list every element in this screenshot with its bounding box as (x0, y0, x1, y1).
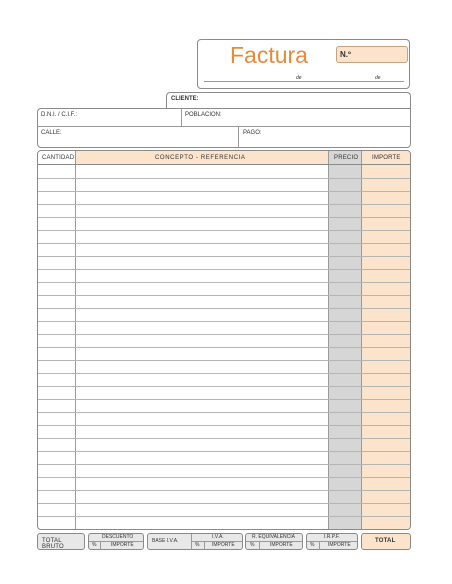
descuento-vsplit (100, 541, 101, 550)
equivalencia-label: R. EQUIVALENCIA (252, 534, 295, 540)
descuento-pct: % (92, 542, 97, 548)
calle-label: CALLE: (41, 130, 62, 136)
table-row[interactable] (38, 386, 411, 387)
table-row[interactable] (38, 464, 411, 465)
table-row[interactable] (38, 477, 411, 478)
table-row[interactable] (38, 438, 411, 439)
table-row[interactable] (38, 191, 411, 192)
descuento-box[interactable] (88, 533, 144, 550)
descuento-label: DESCUENTO (102, 534, 134, 540)
table-row[interactable] (38, 269, 411, 270)
iva-vsplit (204, 541, 205, 550)
irpf-label: I.R.P.F. (324, 534, 340, 540)
table-row[interactable] (38, 321, 411, 322)
dni-label: D.N.I. / C.I.F.: (41, 112, 78, 118)
pago-divider (238, 126, 239, 148)
table-row[interactable] (38, 256, 411, 257)
divider-concepto (328, 151, 329, 530)
col-concepto: CONCEPTO - REFERENCIA (155, 155, 246, 161)
importe-column-fill (362, 151, 411, 530)
date-sep-1: de (296, 75, 302, 81)
iva-importe: IMPORTE (212, 542, 235, 548)
table-row[interactable] (38, 373, 411, 374)
col-precio: PRECIO (334, 155, 359, 161)
poblacion-divider (181, 108, 182, 126)
table-row[interactable] (38, 412, 411, 413)
table-row[interactable] (38, 451, 411, 452)
base-iva-label: BASE I.V.A. (152, 538, 179, 544)
base-iva-divider (191, 534, 192, 550)
table-row[interactable] (38, 230, 411, 231)
equivalencia-pct: % (250, 542, 255, 548)
date-sep-2: de (375, 75, 381, 81)
equivalencia-importe: IMPORTE (270, 542, 293, 548)
descuento-importe: IMPORTE (111, 542, 134, 548)
divider-cantidad (75, 151, 76, 530)
table-row[interactable] (38, 282, 411, 283)
client-main-box (37, 108, 411, 148)
irpf-pct: % (310, 542, 315, 548)
irpf-importe: IMPORTE (328, 542, 351, 548)
table-row[interactable] (38, 516, 411, 517)
total-bruto-label: TOTAL BRUTO (42, 538, 64, 550)
irpf-box[interactable] (306, 533, 358, 550)
cliente-label: CLIENTE: (171, 96, 199, 102)
poblacion-label: POBLACION: (185, 112, 222, 118)
table-row[interactable] (38, 243, 411, 244)
client-divider (37, 126, 411, 127)
iva-pct: % (195, 542, 200, 548)
pago-label: PAGO: (243, 130, 262, 136)
table-row[interactable] (38, 334, 411, 335)
table-row[interactable] (38, 425, 411, 426)
cliente-row[interactable] (166, 92, 411, 108)
invoice-number-field[interactable] (336, 46, 408, 63)
equivalencia-vsplit (259, 541, 260, 550)
total-box[interactable] (361, 533, 411, 550)
col-importe: IMPORTE (372, 155, 401, 161)
header-divider (38, 164, 411, 165)
total-label: TOTAL (375, 538, 396, 544)
table-row[interactable] (38, 295, 411, 296)
table-row[interactable] (38, 503, 411, 504)
invoice-title: Factura (230, 42, 308, 68)
table-row[interactable] (38, 347, 411, 348)
divider-precio (361, 151, 362, 530)
invoice-number-label: N.º (340, 50, 351, 59)
equivalencia-box[interactable] (245, 533, 303, 550)
irpf-vsplit (319, 541, 320, 550)
table-row[interactable] (38, 178, 411, 179)
table-row[interactable] (38, 399, 411, 400)
table-row[interactable] (38, 360, 411, 361)
client-box (37, 92, 411, 148)
footer-totals (37, 533, 411, 551)
precio-column-fill (329, 151, 362, 530)
iva-label: I.V.A. (212, 534, 224, 540)
col-cantidad: CANTIDAD (42, 155, 75, 161)
items-table (37, 150, 411, 530)
date-line[interactable] (204, 81, 404, 82)
base-iva-box[interactable] (147, 533, 243, 550)
table-row[interactable] (38, 217, 411, 218)
table-row[interactable] (38, 308, 411, 309)
table-row[interactable] (38, 490, 411, 491)
invoice-header-box (197, 39, 410, 89)
table-row[interactable] (38, 204, 411, 205)
total-bruto-box[interactable] (37, 533, 85, 550)
